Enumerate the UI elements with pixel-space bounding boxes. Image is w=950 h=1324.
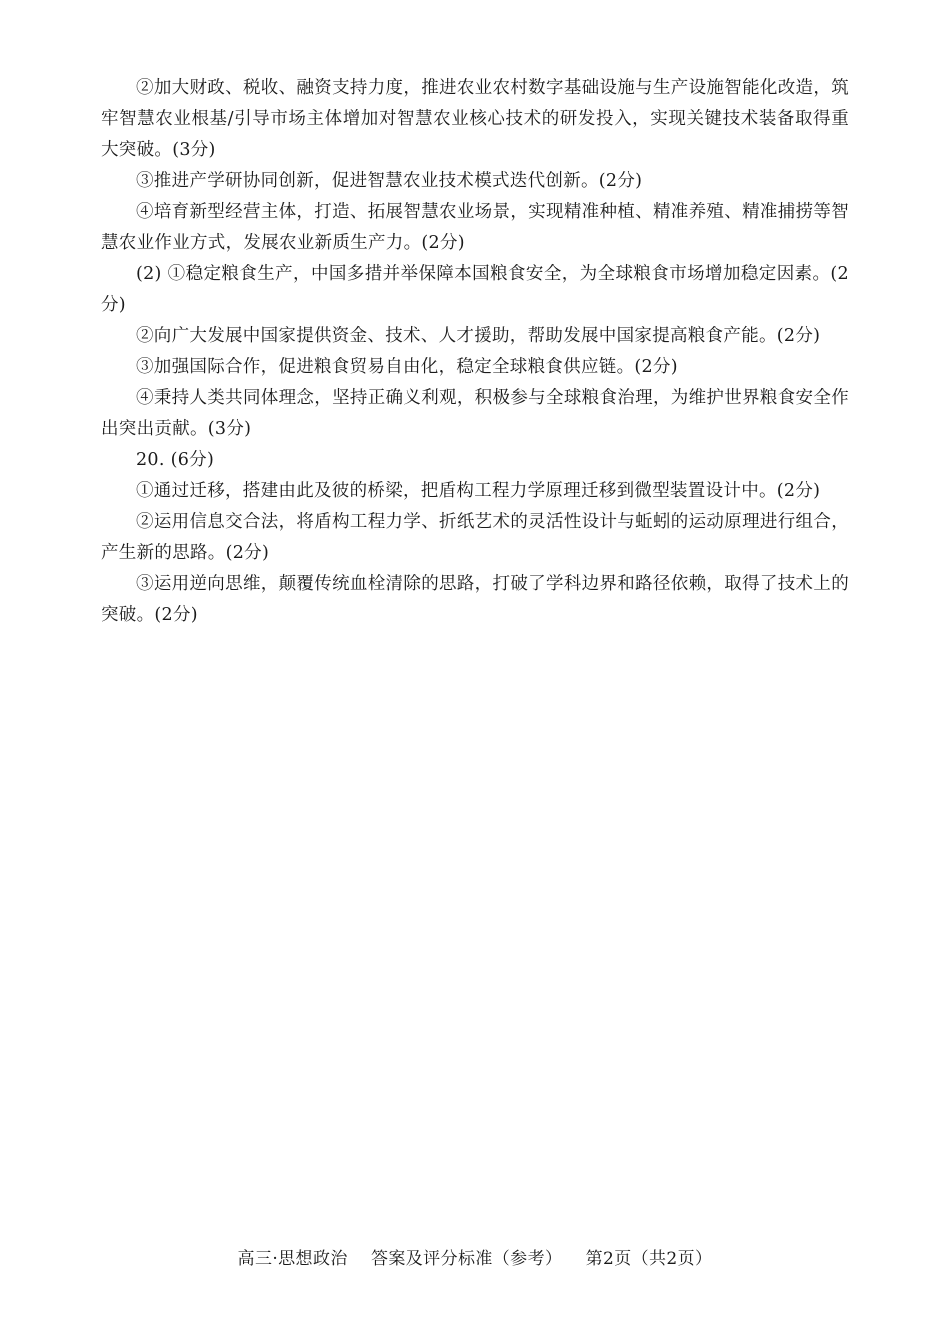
answer-item-information-combination: ②运用信息交合法，将盾构工程力学、折纸艺术的灵活性设计与蚯蚓的运动原理进行组合，产生新的思路。(2分) [101, 512, 849, 563]
answer-item-reverse-thinking: ③运用逆向思维，颠覆传统血栓清除的思路，打破了学科边界和路径依赖，取得了技术上的突破。(2分) [101, 574, 849, 625]
answer-item-new-business-entities: ④培育新型经营主体，打造、拓展智慧农业场景，实现精准种植、精准养殖、精准捕捞等智慧农业作业方式，发展农业新质生产力。(2分) [101, 202, 849, 253]
answer-item-stable-grain-production: (2) ①稳定粮食生产，中国多措并举保障本国粮食安全，为全球粮食市场增加稳定因素。(2分) [101, 264, 849, 315]
footer-page-number: 第2页（共2页） [585, 1249, 713, 1269]
answer-item-collaborative-innovation: ③推进产学研协同创新，促进智慧农业技术模式迭代创新。(2分) [136, 171, 643, 191]
footer-doc-title: 答案及评分标准（参考） [370, 1249, 563, 1269]
answer-item-global-governance: ④秉持人类共同体理念，坚持正确义利观，积极参与全球粮食治理，为维护世界粮食安全作出突出贡献。(3分) [101, 388, 849, 439]
answer-body [101, 73, 849, 631]
question-20-heading: 20. (6分) [136, 450, 215, 470]
answer-item-aid-developing-countries: ②向广大发展中国家提供资金、技术、人才援助，帮助发展中国家提高粮食产能。(2分) [136, 326, 821, 346]
answer-item-digital-infrastructure: ②加大财政、税收、融资支持力度，推进农业农村数字基础设施与生产设施智能化改造，筑牢智慧农业根基/引导市场主体增加对智慧农业核心技术的研发投入，实现关键技术装备取得重大突破。(3分) [101, 78, 849, 160]
answer-item-international-cooperation: ③加强国际合作，促进粮食贸易自由化，稳定全球粮食供应链。(2分) [136, 357, 678, 377]
footer-subject: 高三·思想政治 [237, 1249, 348, 1269]
page-footer [0, 1247, 950, 1271]
answer-item-transfer: ①通过迁移，搭建由此及彼的桥梁，把盾构工程力学原理迁移到微型装置设计中。(2分) [136, 481, 821, 501]
